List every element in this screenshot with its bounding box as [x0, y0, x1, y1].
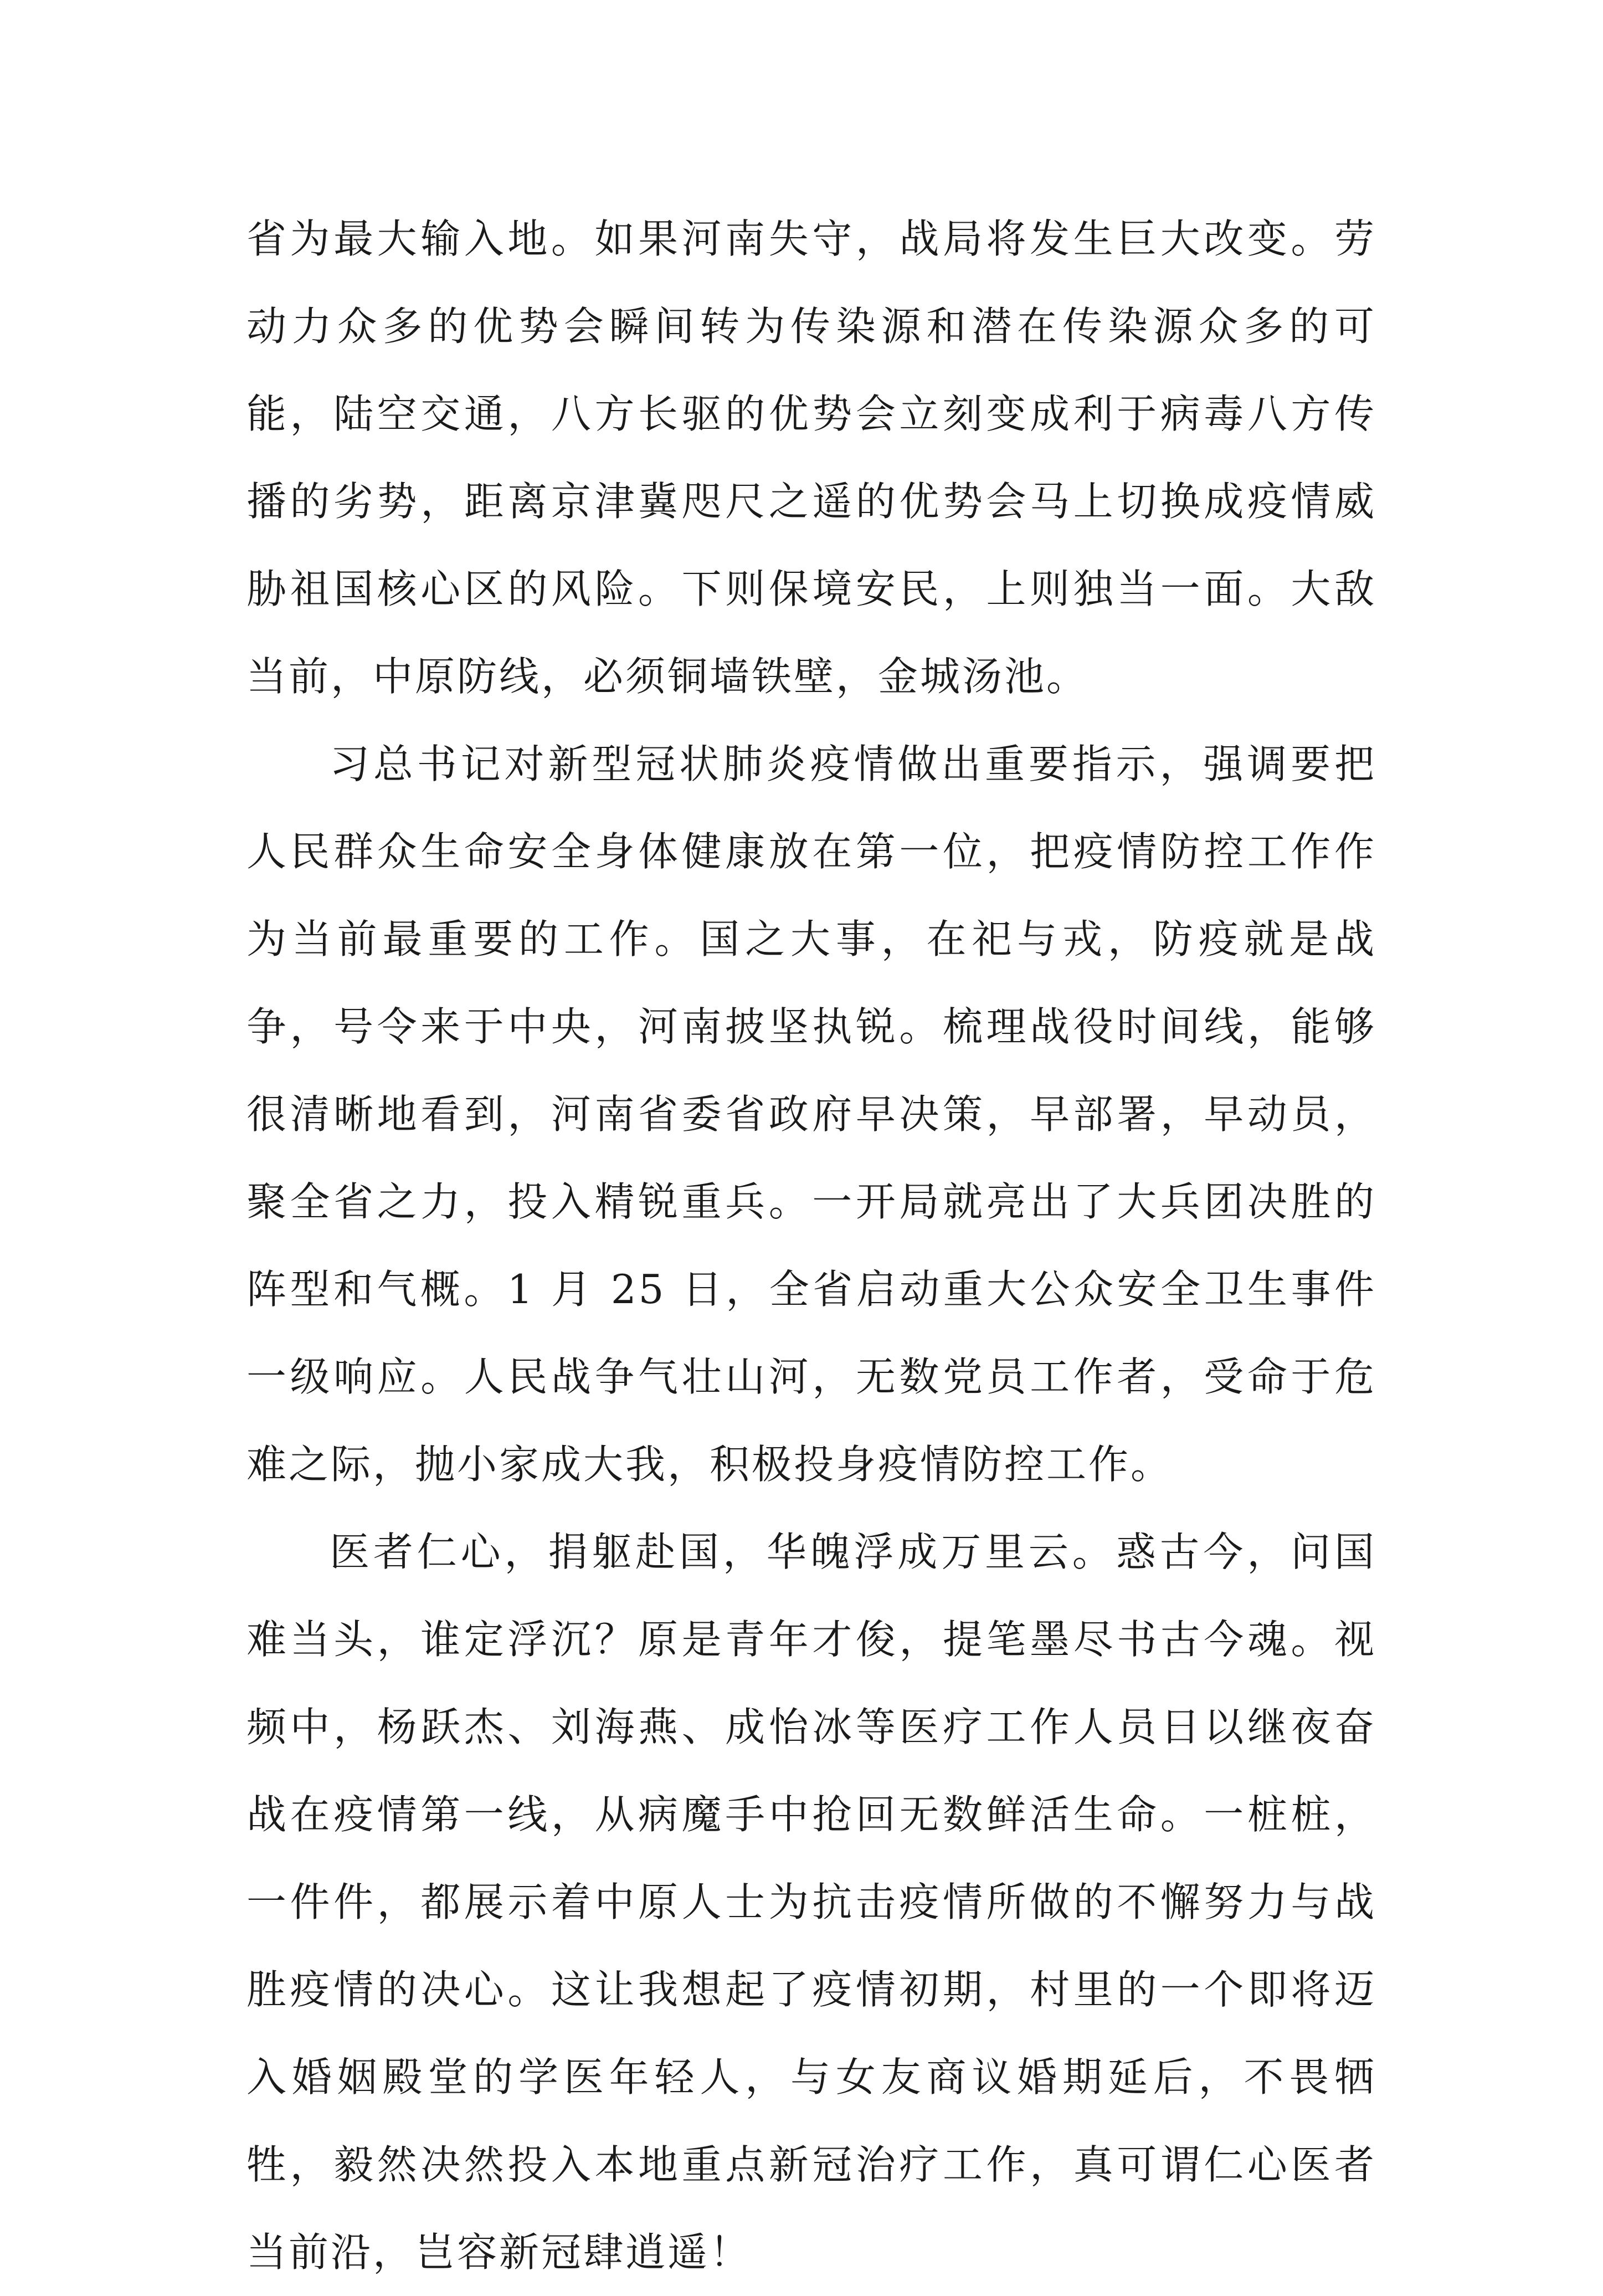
paragraph-2: 习总书记对新型冠状肺炎疫情做出重要指示，强调要把人民群众生命安全身体健康放在第一位，把疫情防控工作作为当前最重要的工作。国之大事，在祀与戎，防疫就是战争，号令来于中央，河南披坚执锐。梳理战役时间线，能够很清晰地看到，河南省委省政府早决策，早部署，早动员，聚全省之力，投入精锐重兵。一开局就亮出了大兵团决胜的阵型和气概。1 月 25 日，全省启动重大公众安全卫生事件一级响应。人民战争气壮山河，无数党员工作者，受命于危难之际，抛小家成大我，积极投身疫情防控工作。 [246, 741, 1376, 1488]
paragraph-3: 医者仁心，捐躯赴国，华魄浮成万里云。惑古今，问国难当头，谁定浮沉？原是青年才俊，提笔墨尽书古今魂。视频中，杨跃杰、刘海燕、成怡冰等医疗工作人员日以继夜奋战在疫情第一线，从病魔手中抢回无数鲜活生命。一桩桩，一件件，都展示着中原人士为抗击疫情所做的不懈努力与战胜疫情的决心。这让我想起了疫情初期，村里的一个即将迈入婚姻殿堂的学医年轻人，与女友商议婚期延后，不畏牺牲，毅然决然投入本地重点新冠治疗工作，真可谓仁心医者当前沿，岂容新冠肆逍遥！ [246, 1529, 1376, 2276]
paragraph-1: 省为最大输入地。如果河南失守，战局将发生巨大改变。劳动力众多的优势会瞬间转为传染源和潜在传染源众多的可能，陆空交通，八方长驱的优势会立刻变成利于病毒八方传播的劣势，距离京津冀咫尺之遥的优势会马上切换成疫情威胁祖国核心区的风险。下则保境安民，上则独当一面。大敌当前，中原防线，必须铜墙铁壁，金城汤池。 [246, 216, 1376, 700]
document-body [246, 195, 1376, 2296]
